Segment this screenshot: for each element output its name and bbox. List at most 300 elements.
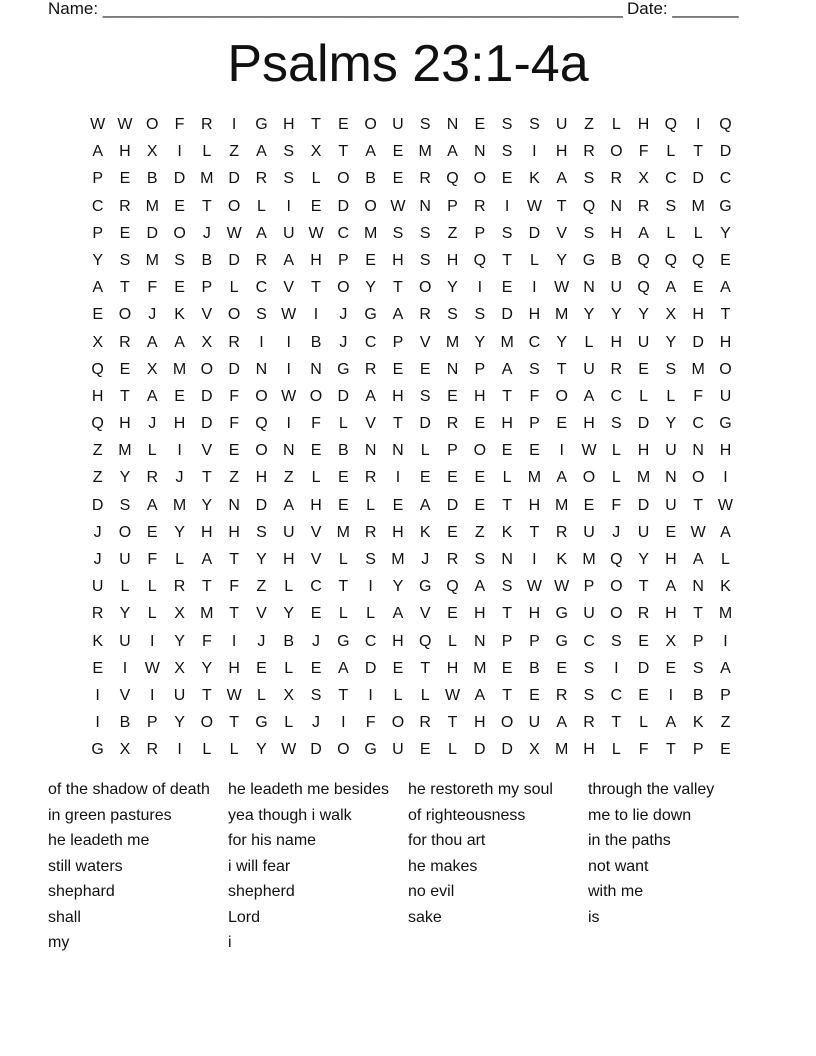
grid-letter: L [175,551,184,568]
grid-letter: Q [446,170,459,188]
grid-letter: D [228,251,240,269]
grid-letter: O [473,170,487,188]
grid-letter: T [420,659,431,677]
grid-letter: L [229,741,239,759]
grid-letter: A [92,143,103,161]
grid-letter: D [255,496,268,514]
grid-row [84,519,739,546]
grid-letter: R [610,360,623,378]
grid-letter: D [91,496,104,514]
grid-letter: T [338,143,349,161]
grid-letter: M [555,741,569,759]
grid-letter: E [92,306,103,324]
grid-letter: I [286,333,291,351]
grid-letter: I [286,415,291,433]
grid-letter: G [719,415,732,433]
grid-row [84,573,739,600]
grid-letter: S [610,632,622,650]
date-field-label: Date: _______ [627,0,739,18]
grid-letter: E [720,741,731,759]
grid-letter: C [255,279,268,297]
grid-letter: P [201,279,213,297]
grid-letter: Y [119,469,131,487]
grid-letter: N [610,197,623,215]
grid-letter: F [529,387,540,405]
grid-letter: W [117,116,133,133]
grid-row [84,546,739,573]
grid-letter: Y [256,551,267,568]
grid-letter: C [91,197,104,215]
grid-letter: T [120,279,130,297]
grid-letter: W [144,659,160,677]
grid-letter: E [447,605,458,623]
grid-letter: N [255,360,268,378]
grid-letter: R [555,686,568,704]
grid-letter: T [229,551,240,568]
grid-letter: U [119,632,131,650]
grid-letter: L [448,741,457,759]
grid-letter: I [395,469,401,487]
grid-letter: T [201,686,212,704]
grid-letter: Y [283,605,295,623]
grid-letter: D [501,741,513,759]
word-item: for thou art [408,832,486,849]
grid-letter: A [720,523,731,541]
grid-letter: X [146,360,158,378]
grid-letter: E [665,659,677,677]
grid-letter: M [445,333,460,351]
grid-letter: A [392,306,404,324]
grid-letter: H [528,605,541,623]
grid-letter: L [338,605,348,623]
grid-letter: Y [119,605,131,623]
word-item: of righteousness [408,806,526,824]
grid-letter: A [174,333,185,351]
grid-row [84,437,739,464]
grid-letter: Z [229,469,240,487]
grid-letter: K [174,306,185,324]
grid-letter: W [281,306,297,324]
grid-letter: L [284,659,294,677]
grid-letter: E [146,523,158,541]
grid-letter: R [228,333,240,351]
grid-letter: X [638,170,649,188]
grid-letter: S [610,415,622,433]
grid-letter: L [611,116,621,133]
grid-letter: W [717,496,734,514]
grid-letter: O [227,197,241,215]
grid-letter: O [391,714,405,732]
grid-letter: S [529,116,540,133]
grid-letter: I [231,632,237,650]
grid-letter: E [501,659,513,677]
word-item: Lord [228,908,261,926]
grid-letter: L [611,469,621,487]
grid-letter: A [556,170,568,188]
grid-letter: W [226,686,242,704]
grid-letter: M [172,360,187,378]
grid-letter: A [447,143,458,161]
grid-letter: S [283,170,295,188]
grid-letter: E [310,605,322,623]
grid-letter: P [392,333,404,351]
grid-letter: H [610,224,623,242]
grid-letter: E [337,496,349,514]
grid-letter: P [720,686,731,704]
grid-letter: O [200,714,214,732]
grid-letter: T [311,116,321,133]
grid-letter: X [201,333,213,351]
grid-letter: P [447,197,458,215]
grid-letter: R [119,197,131,215]
grid-letter: S [365,551,376,568]
grid-row [84,193,739,220]
grid-letter: M [145,251,159,269]
grid-letter: X [174,605,185,623]
grid-letter: T [311,279,321,297]
grid-letter: E [474,469,486,487]
grid-letter: H [173,415,186,433]
grid-letter: E [447,387,458,405]
grid-letter: L [502,469,512,487]
grid-letter: A [665,578,677,596]
grid-letter: L [584,333,594,351]
grid-letter: C [310,578,322,596]
grid-letter: U [528,714,541,732]
grid-letter: R [419,170,431,188]
grid-letter: S [419,251,431,269]
grid-row [84,655,739,682]
grid-letter: Q [637,279,650,297]
grid-letter: D [719,143,732,161]
grid-letter: U [392,741,404,759]
grid-letter: Q [664,251,678,269]
grid-letter: C [719,170,732,188]
grid-letter: H [474,387,486,405]
grid-letter: O [418,279,432,297]
grid-letter: S [119,496,131,514]
grid-letter: A [692,551,704,568]
grid-letter: Y [201,659,213,677]
grid-letter: F [611,496,622,514]
grid-letter: J [339,333,348,351]
grid-letter: B [283,632,295,650]
grid-letter: T [529,523,540,541]
grid-letter: J [202,224,211,242]
grid-letter: C [665,170,677,188]
grid-letter: J [93,523,102,541]
grid-letter: D [337,197,350,215]
grid-letter: H [501,415,513,433]
grid-letter: Q [664,116,678,133]
grid-letter: D [173,170,186,188]
grid-letter: H [228,659,240,677]
grid-letter: E [474,496,486,514]
grid-letter: E [447,523,458,541]
grid-letter: B [365,170,376,188]
grid-letter: P [692,741,704,759]
grid-letter: T [502,605,512,623]
grid-letter: S [501,143,513,161]
grid-letter: S [501,578,513,596]
grid-letter: Y [638,306,649,324]
grid-letter: P [146,714,158,732]
grid-letter: M [527,469,542,487]
grid-letter: Y [174,714,185,732]
grid-letter: R [637,197,650,215]
word-item: for his name [228,832,317,849]
grid-letter: N [419,197,431,215]
grid-letter: S [256,523,267,541]
grid-letter: E [583,496,595,514]
grid-letter: H [228,523,240,541]
grid-letter: M [582,551,596,568]
word-column [408,777,588,956]
grid-letter: S [583,224,595,242]
grid-letter: I [95,714,100,732]
grid-letter: E [256,659,267,677]
grid-letter: E [174,387,185,405]
grid-letter: O [118,523,132,541]
grid-letter: H [528,496,541,514]
grid-letter: E [337,469,349,487]
grid-letter: K [92,632,103,650]
grid-letter: N [474,143,486,161]
grid-letter: S [474,551,486,568]
grid-letter: F [311,415,321,433]
grid-letter: S [447,306,458,324]
grid-letter: E [474,415,486,433]
grid-letter: Q [719,116,732,133]
grid-row [84,220,739,247]
grid-letter: R [474,197,486,215]
grid-letter: M [200,605,214,623]
grid-letter: E [392,170,404,188]
grid-letter: A [474,578,486,596]
grid-row [84,247,739,274]
grid-letter: U [583,360,595,378]
grid-letter: L [366,496,376,514]
grid-letter: O [691,469,705,487]
grid-letter: R [419,306,431,324]
grid-letter: U [392,116,404,133]
grid-letter: N [228,496,240,514]
grid-letter: P [474,360,486,378]
grid-letter: D [446,496,459,514]
grid-letter: E [638,686,649,704]
grid-letter: A [256,143,267,161]
grid-letter: P [92,170,103,188]
grid-letter: E [310,197,322,215]
grid-letter: L [611,741,621,759]
grid-letter: I [723,469,728,487]
grid-letter: M [118,442,132,460]
grid-letter: E [638,360,649,378]
grid-letter: E [119,360,131,378]
grid-letter: E [501,279,513,297]
grid-letter: Y [256,741,267,759]
grid-letter: I [313,306,319,324]
grid-letter: P [337,251,349,269]
grid-letter: E [228,442,240,460]
grid-letter: S [529,360,540,378]
word-item: he restoreth my soul [408,781,553,798]
grid-letter: T [502,387,512,405]
grid-letter: L [147,442,157,460]
grid-letter: A [501,360,513,378]
grid-letter: N [665,469,677,487]
grid-letter: E [556,415,568,433]
grid-letter: G [364,306,377,324]
grid-letter: H [446,251,459,269]
grid-letter: D [637,659,650,677]
grid-letter: X [665,306,677,324]
word-item: shephard [48,883,115,900]
grid-letter: H [392,387,404,405]
grid-letter: U [665,442,677,460]
grid-row [84,600,739,627]
grid-letter: G [91,741,104,759]
grid-letter: E [174,197,185,215]
grid-letter: Q [91,360,104,378]
grid-letter: Q [582,197,596,215]
grid-letter: O [555,387,568,405]
grid-letter: B [201,251,213,269]
grid-letter: H [474,605,486,623]
grid-letter: V [283,279,295,297]
grid-letter: Q [691,251,705,269]
grid-letter: R [255,170,268,188]
grid-letter: I [532,143,537,161]
grid-letter: V [556,224,568,242]
grid-letter: Y [447,279,458,297]
grid-letter: P [501,632,513,650]
grid-letter: L [338,551,348,568]
grid-letter: U [637,333,650,351]
grid-letter: W [281,387,297,405]
name-field-label: Name: _______________________________________________________ [48,0,623,18]
grid-letter: R [364,523,377,541]
grid-letter: T [611,714,622,732]
grid-letter: G [719,197,732,215]
word-item: with me [588,883,644,900]
grid-letter: O [118,306,132,324]
grid-letter: Q [418,632,432,650]
grid-letter: R [255,251,268,269]
grid-letter: R [583,143,595,161]
grid-letter: J [257,632,266,650]
grid-letter: R [91,605,104,623]
grid-letter: V [365,415,376,433]
grid-letter: L [693,224,703,242]
grid-letter: J [148,415,157,433]
word-item: my [48,934,70,951]
grid-letter: U [119,551,131,568]
grid-letter: A [583,387,595,405]
word-column [228,777,408,956]
grid-letter: F [229,387,240,405]
grid-letter: R [610,170,623,188]
grid-letter: E [474,116,486,133]
word-item: shepherd [228,883,295,900]
grid-letter: E [501,170,513,188]
grid-letter: U [583,605,595,623]
grid-letter: I [95,686,100,704]
grid-letter: D [310,741,322,759]
grid-letter: Z [584,116,594,133]
grid-letter: N [692,442,704,460]
grid-letter: H [310,251,322,269]
grid-row [84,111,739,138]
word-item: of the shadow of death [48,781,210,798]
grid-letter: Q [446,578,459,596]
grid-letter: J [421,551,430,568]
grid-letter: F [201,632,212,650]
grid-letter: B [337,442,349,460]
grid-letter: R [146,741,159,759]
word-item: me to lie down [588,806,692,824]
grid-letter: X [92,333,103,351]
grid-letter: Z [447,224,458,242]
word-item: yea though i walk [228,806,352,824]
grid-letter: E [119,170,131,188]
grid-letter: S [174,251,185,269]
grid-letter: H [583,415,595,433]
grid-letter: T [201,469,212,487]
grid-letter: H [201,523,213,541]
grid-letter: N [310,360,322,378]
grid-letter: E [119,224,131,242]
grid-letter: W [226,224,242,242]
grid-letter: R [364,469,377,487]
grid-letter: O [337,170,350,188]
grid-row [84,410,739,437]
grid-letter: O [582,469,596,487]
grid-letter: E [392,496,404,514]
grid-letter: M [200,170,214,188]
grid-letter: I [286,360,291,378]
grid-letter: F [229,415,240,433]
grid-letter: I [177,442,182,460]
grid-letter: S [583,659,595,677]
grid-letter: A [283,251,295,269]
grid-letter: N [474,632,486,650]
grid-letter: P [92,224,103,242]
grid-letter: A [665,279,677,297]
grid-letter: I [177,741,182,759]
grid-letter: S [583,170,595,188]
grid-letter: C [528,333,541,351]
grid-letter: H [665,605,677,623]
grid-letter: E [447,469,458,487]
grid-letter: P [474,224,486,242]
grid-letter: L [393,686,403,704]
grid-row [84,492,739,519]
grid-letter: D [201,387,213,405]
grid-letter: T [693,605,704,623]
grid-letter: H [637,116,650,133]
grid-letter: D [146,224,159,242]
grid-letter: U [719,387,732,405]
grid-letter: D [228,360,240,378]
grid-letter: R [419,714,431,732]
grid-letter: Y [92,251,103,269]
grid-letter: Y [474,333,486,351]
grid-letter: T [556,360,567,378]
grid-letter: D [637,415,650,433]
grid-letter: G [364,741,377,759]
grid-letter: L [147,578,157,596]
